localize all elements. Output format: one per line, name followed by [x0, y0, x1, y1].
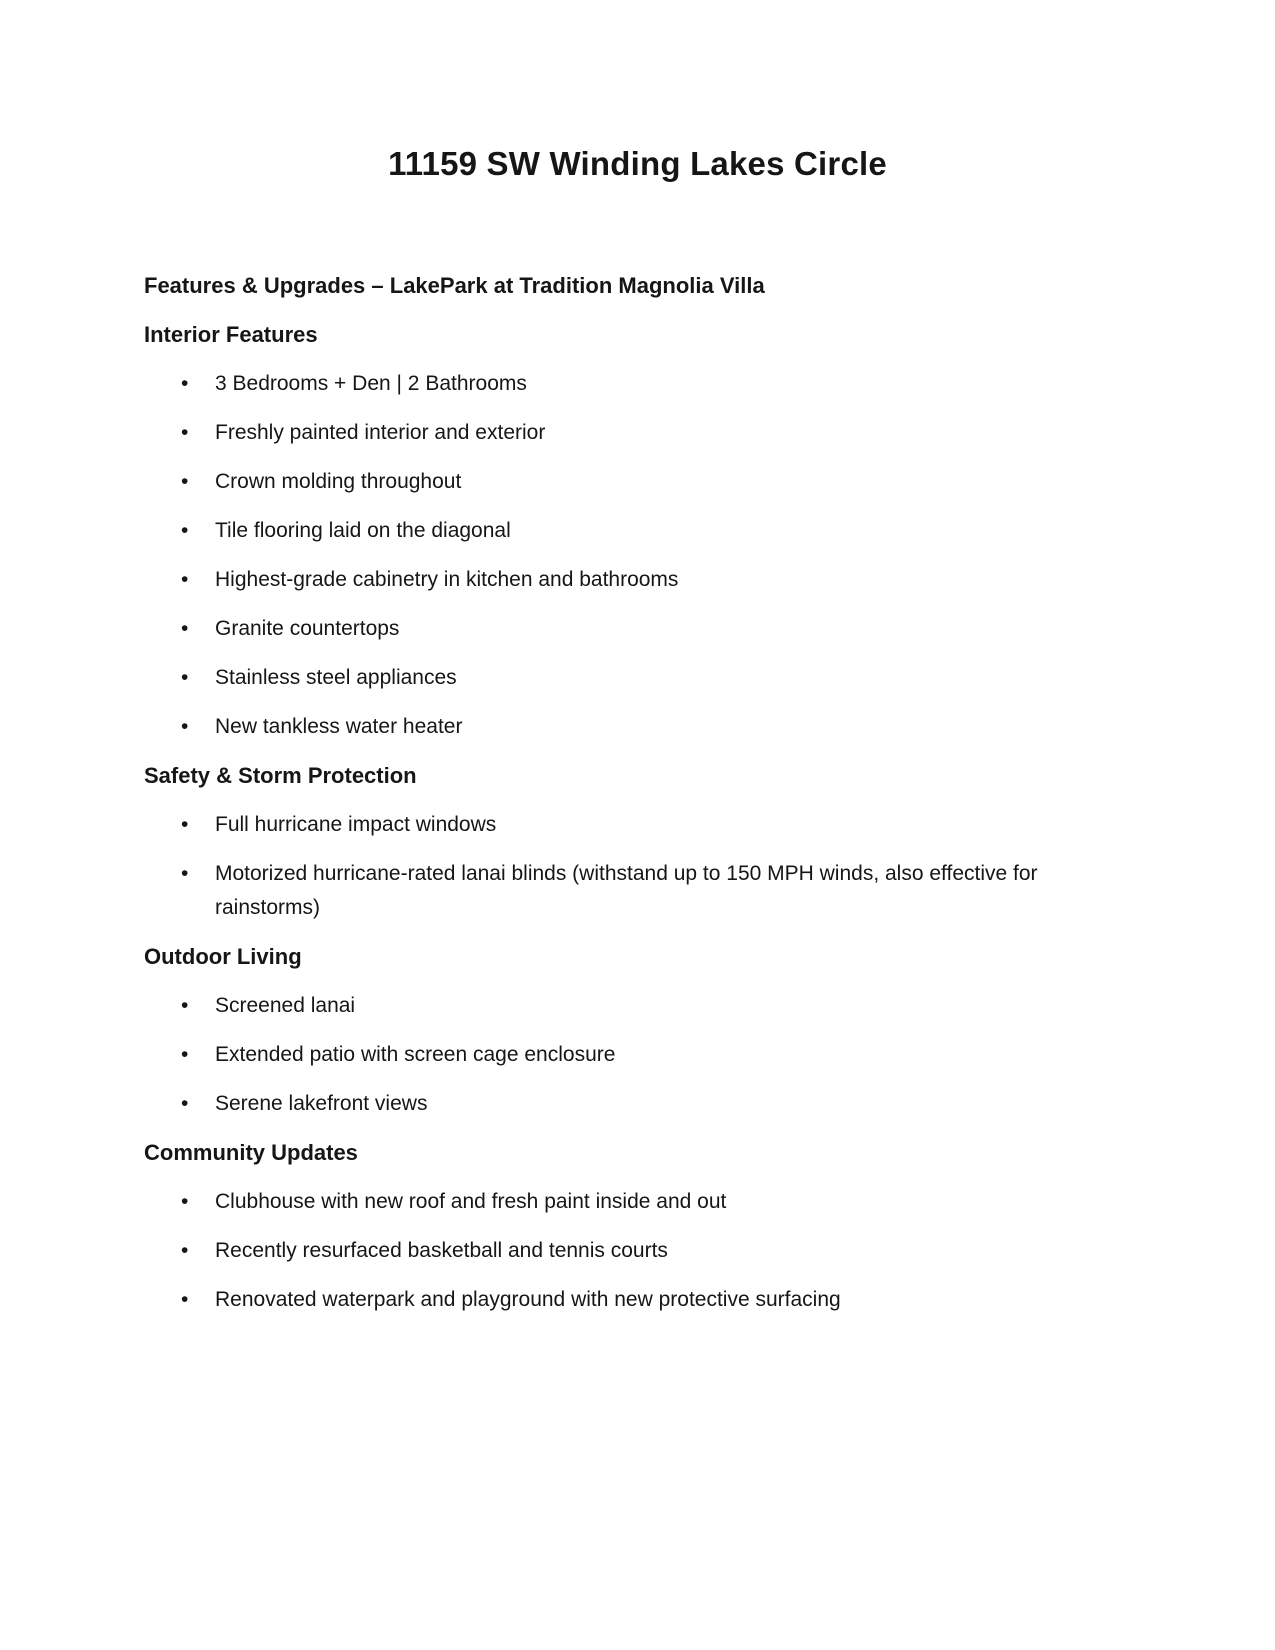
section-heading: Safety & Storm Protection: [144, 763, 417, 788]
section-interior-features: [144, 318, 1131, 744]
list-item: • Screened lanai: [144, 989, 1131, 1023]
list-item: • Stainless steel appliances: [144, 661, 1131, 695]
document-subtitle: Features & Upgrades – LakePark at Tradition Magnolia Villa: [144, 273, 765, 298]
section-heading: Community Updates: [144, 1140, 358, 1165]
document-title: 11159 SW Winding Lakes Circle: [388, 145, 887, 182]
list-item: • 3 Bedrooms + Den | 2 Bathrooms: [144, 367, 1131, 401]
section-outdoor-living: [144, 940, 1131, 1121]
bullet-list: [144, 367, 1131, 744]
list-item: • Crown molding throughout: [144, 465, 1131, 499]
section-heading: Interior Features: [144, 322, 318, 347]
list-item: • Extended patio with screen cage enclosure: [144, 1038, 1131, 1072]
list-item: • Motorized hurricane-rated lanai blinds (withstand up to 150 MPH winds, also effective for rainstorms): [144, 857, 1131, 925]
section-community-updates: [144, 1136, 1131, 1317]
bullet-list: [144, 989, 1131, 1121]
list-item: • Serene lakefront views: [144, 1087, 1131, 1121]
list-item: • Full hurricane impact windows: [144, 808, 1131, 842]
list-item: • New tankless water heater: [144, 710, 1131, 744]
list-item: • Renovated waterpark and playground with new protective surfacing: [144, 1283, 1131, 1317]
bullet-list: [144, 1185, 1131, 1317]
section-heading: Outdoor Living: [144, 944, 302, 969]
list-item: • Recently resurfaced basketball and tennis courts: [144, 1234, 1131, 1268]
section-safety-storm-protection: [144, 759, 1131, 925]
list-item: • Granite countertops: [144, 612, 1131, 646]
list-item: • Freshly painted interior and exterior: [144, 416, 1131, 450]
bullet-list: [144, 808, 1131, 925]
list-item: • Tile flooring laid on the diagonal: [144, 514, 1131, 548]
list-item: • Clubhouse with new roof and fresh paint inside and out: [144, 1185, 1131, 1219]
list-item: • Highest-grade cabinetry in kitchen and bathrooms: [144, 563, 1131, 597]
